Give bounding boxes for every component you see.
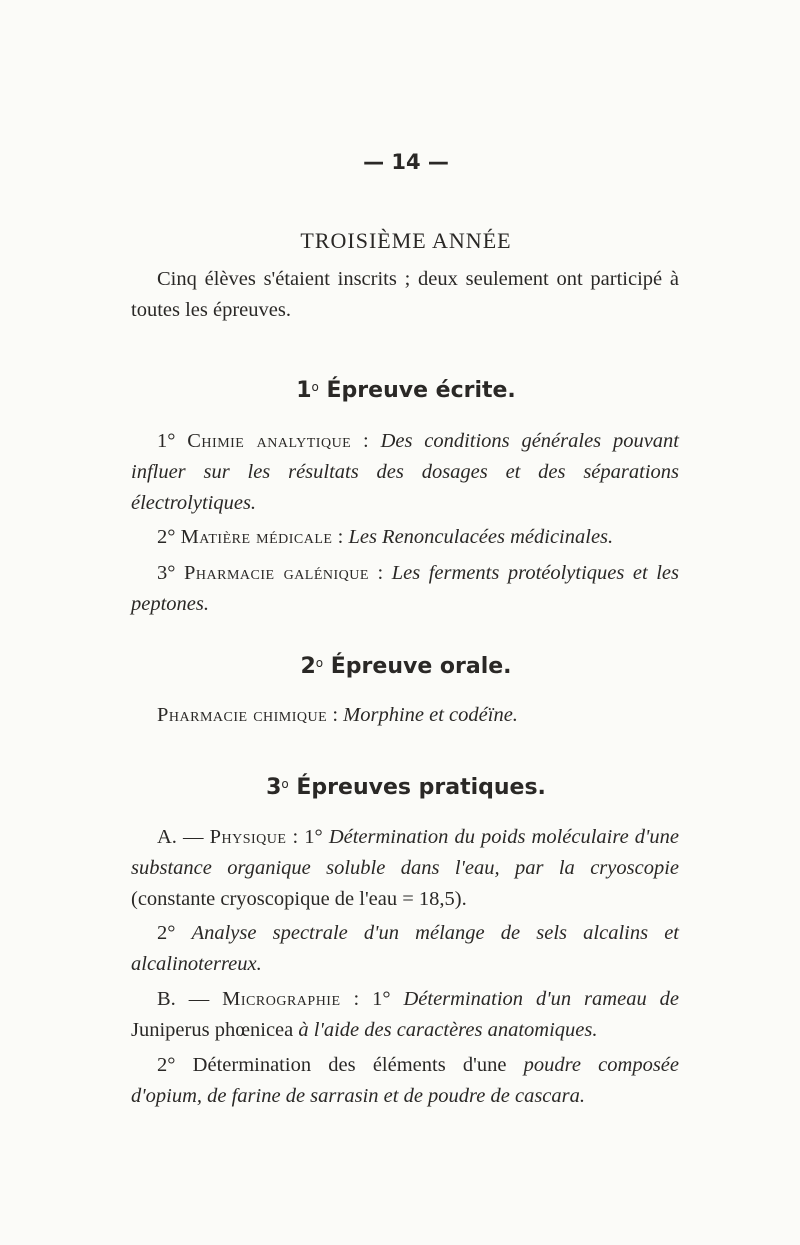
heading-text: Épreuve écrite.: [326, 378, 516, 403]
heading-number: 2: [300, 654, 316, 679]
item-separator: :: [332, 526, 349, 548]
written-exam-heading: [0, 378, 800, 403]
practical-b-item-1: [131, 984, 679, 1046]
item-separator: :: [351, 430, 381, 452]
item-separator: : 1°: [286, 826, 329, 848]
written-item-2: [131, 522, 679, 553]
item-topic: Les ferments protéolytiques et les peptones.: [131, 562, 679, 615]
section-title: TROISIÈME ANNÉE: [300, 228, 512, 253]
page-number: — 14 —: [363, 150, 449, 174]
item-topic: Analyse spectrale d'un mélange de sels alcalins et alcalinoterreux.: [131, 922, 679, 975]
item-topic: Détermination du poids moléculaire d'une substance organique soluble dans l'eau, par la cryoscopie: [131, 826, 679, 879]
section-label: B. —: [157, 988, 223, 1010]
item-subject: Matière médicale: [180, 526, 333, 548]
heading-ordinal: o: [311, 380, 319, 394]
item-subject: Physique: [209, 826, 287, 848]
written-item-1: [131, 426, 679, 519]
item-number: 3°: [157, 562, 184, 584]
item-topic: Les Renonculacées médicinales.: [348, 526, 614, 548]
item-text: Détermination des éléments d'une: [192, 1054, 524, 1076]
item-separator: :: [368, 562, 392, 584]
item-subject: Micrographie: [222, 988, 341, 1010]
item-subject: Pharmacie galénique: [183, 562, 369, 584]
practical-a-item-1: [131, 822, 679, 915]
heading-text: Épreuves pratiques.: [296, 775, 546, 800]
practical-a-item-2: [131, 918, 679, 980]
heading-number: 1: [296, 378, 312, 403]
heading-text: Épreuve orale.: [330, 654, 512, 679]
item-topic: Morphine et codéïne.: [343, 704, 518, 726]
practical-b-item-2: [131, 1050, 679, 1112]
item-number: 1°: [157, 430, 188, 452]
item-subject: Chimie analytique: [187, 430, 352, 452]
intro-paragraph: Cinq élèves s'étaient inscrits ; deux seulement ont participé à toutes les épreuves.: [131, 268, 679, 321]
item-separator: : 1°: [340, 988, 404, 1010]
species-name: Juniperus phœnicea: [131, 1019, 299, 1041]
heading-number: 3: [266, 775, 282, 800]
item-number: 2°: [157, 1054, 193, 1076]
item-number: 2°: [157, 526, 181, 548]
item-number: 2°: [157, 922, 192, 944]
heading-ordinal: o: [315, 656, 324, 670]
item-note: (constante cryoscopique de l'eau = 18,5).: [131, 888, 467, 910]
item-separator: :: [327, 704, 344, 726]
item-topic: Détermination d'un rameau de: [403, 988, 679, 1010]
practical-exam-heading: [0, 775, 800, 800]
oral-exam-heading: [0, 654, 800, 679]
item-topic: à l'aide des caractères anatomiques.: [298, 1019, 598, 1041]
oral-item: [131, 700, 679, 731]
heading-ordinal: o: [281, 777, 289, 791]
written-item-3: [131, 558, 679, 620]
section-label: A. —: [157, 826, 210, 848]
item-subject: Pharmacie chimique: [157, 704, 328, 726]
item-topic: poudre composée d'opium, de farine de sarrasin et de poudre de cascara.: [131, 1054, 680, 1107]
item-topic: Des conditions générales pouvant influer sur les résultats des dosages et des séparations électrolytiques.: [131, 430, 680, 514]
